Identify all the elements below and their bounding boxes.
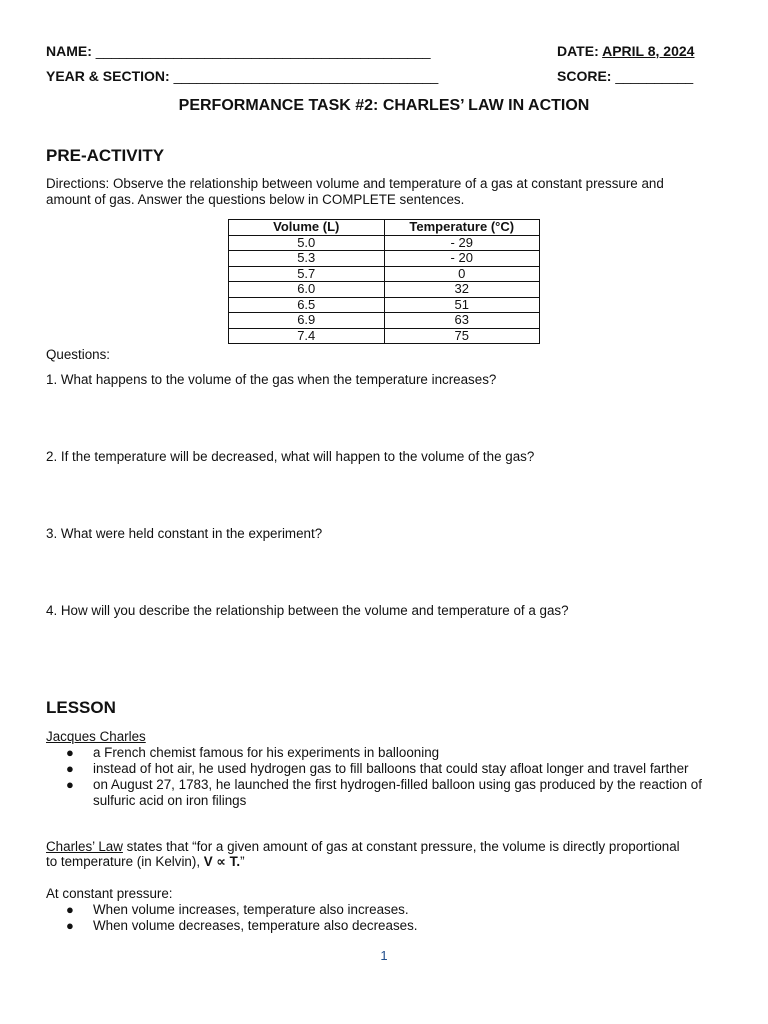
page-title: PERFORMANCE TASK #2: CHARLES’ LAW IN ACTION bbox=[178, 97, 590, 114]
temperature-cell: 51 bbox=[384, 297, 540, 313]
date-value: APRIL 8, 2024 bbox=[602, 43, 695, 59]
volume-cell: 7.4 bbox=[229, 328, 385, 344]
table-row bbox=[229, 235, 540, 251]
charles-law-line-1 bbox=[46, 839, 680, 855]
charles-law-term: Charles’ Law bbox=[46, 839, 123, 854]
bullet-icon: ● bbox=[66, 902, 74, 917]
table-row bbox=[229, 313, 540, 329]
table-row bbox=[229, 282, 540, 298]
question-4: 4. How will you describe the relationship between the volume and temperature of a gas? bbox=[46, 603, 569, 618]
temperature-cell: 0 bbox=[384, 266, 540, 282]
temperature-cell: - 20 bbox=[384, 251, 540, 267]
bullet-text: instead of hot air, he used hydrogen gas to fill balloons that could stay afloat longer and travel farther bbox=[93, 761, 689, 776]
question-3: 3. What were held constant in the experiment? bbox=[46, 526, 323, 541]
questions-label: Questions: bbox=[46, 347, 111, 362]
bullet-text: When volume increases, temperature also increases. bbox=[93, 902, 409, 917]
table-row bbox=[229, 251, 540, 267]
table-header-temperature: Temperature (°C) bbox=[384, 220, 540, 236]
table-header-row bbox=[229, 220, 540, 236]
volume-cell: 5.3 bbox=[229, 251, 385, 267]
charles-law-text-1: states that “for a given amount of gas at constant pressure, the volume is directly proportional bbox=[122, 839, 680, 854]
charles-law-close-quote: ” bbox=[240, 854, 245, 869]
bullet-icon: ● bbox=[66, 745, 74, 760]
temperature-cell: 32 bbox=[384, 282, 540, 298]
bullet-text: on August 27, 1783, he launched the first hydrogen-filled balloon using gas produced by the reaction of sulfuric acid on iron filings bbox=[93, 777, 702, 808]
page-number: 1 bbox=[380, 948, 388, 963]
table-row bbox=[229, 297, 540, 313]
name-label: NAME: bbox=[46, 43, 92, 59]
charles-law-line-2 bbox=[46, 854, 245, 870]
table-row bbox=[229, 328, 540, 344]
name-field[interactable] bbox=[46, 43, 431, 59]
volume-cell: 5.7 bbox=[229, 266, 385, 282]
date-label: DATE: bbox=[557, 43, 599, 59]
pre-activity-heading: PRE-ACTIVITY bbox=[46, 146, 165, 165]
question-2: 2. If the temperature will be decreased, what will happen to the volume of the gas? bbox=[46, 449, 535, 464]
charles-law-text-2: to temperature (in Kelvin), bbox=[46, 854, 204, 869]
question-1: 1. What happens to the volume of the gas when the temperature increases? bbox=[46, 372, 497, 387]
bullet-icon: ● bbox=[66, 761, 74, 776]
bullet-icon: ● bbox=[66, 918, 74, 933]
list-item bbox=[66, 745, 716, 761]
volume-cell: 6.5 bbox=[229, 297, 385, 313]
volume-cell: 6.9 bbox=[229, 313, 385, 329]
charles-law-formula: V ∝ T. bbox=[203, 854, 241, 869]
volume-cell: 6.0 bbox=[229, 282, 385, 298]
list-item bbox=[66, 777, 716, 808]
constant-pressure-bullets bbox=[66, 902, 716, 934]
list-item bbox=[66, 761, 716, 777]
list-item bbox=[66, 918, 716, 934]
lesson-heading: LESSON bbox=[46, 698, 116, 717]
directions-line-1: Directions: Observe the relationship between volume and temperature of a gas at constant pressure and bbox=[46, 176, 664, 191]
volume-temperature-table bbox=[228, 219, 540, 344]
table-row bbox=[229, 266, 540, 282]
year-section-field[interactable] bbox=[46, 68, 438, 84]
temperature-cell: 63 bbox=[384, 313, 540, 329]
list-item bbox=[66, 902, 716, 918]
score-line: __________ bbox=[615, 68, 694, 84]
bullet-icon: ● bbox=[66, 777, 74, 792]
year-section-label: YEAR & SECTION: bbox=[46, 68, 170, 84]
table-header-volume: Volume (L) bbox=[229, 220, 385, 236]
year-section-line: __________________________________ bbox=[173, 68, 439, 84]
score-field[interactable] bbox=[557, 68, 693, 84]
temperature-cell: - 29 bbox=[384, 235, 540, 251]
lesson-subheading: Jacques Charles bbox=[46, 729, 146, 744]
directions-line-2: amount of gas. Answer the questions below in COMPLETE sentences. bbox=[46, 192, 465, 207]
score-label: SCORE: bbox=[557, 68, 612, 84]
temperature-cell: 75 bbox=[384, 328, 540, 344]
name-line: ___________________________________________ bbox=[95, 43, 431, 59]
volume-cell: 5.0 bbox=[229, 235, 385, 251]
date-field bbox=[557, 43, 694, 59]
bullet-text: When volume decreases, temperature also decreases. bbox=[93, 918, 418, 933]
jacques-charles-bullets bbox=[66, 745, 716, 809]
constant-pressure-label: At constant pressure: bbox=[46, 886, 173, 901]
bullet-text: a French chemist famous for his experiments in ballooning bbox=[93, 745, 440, 760]
